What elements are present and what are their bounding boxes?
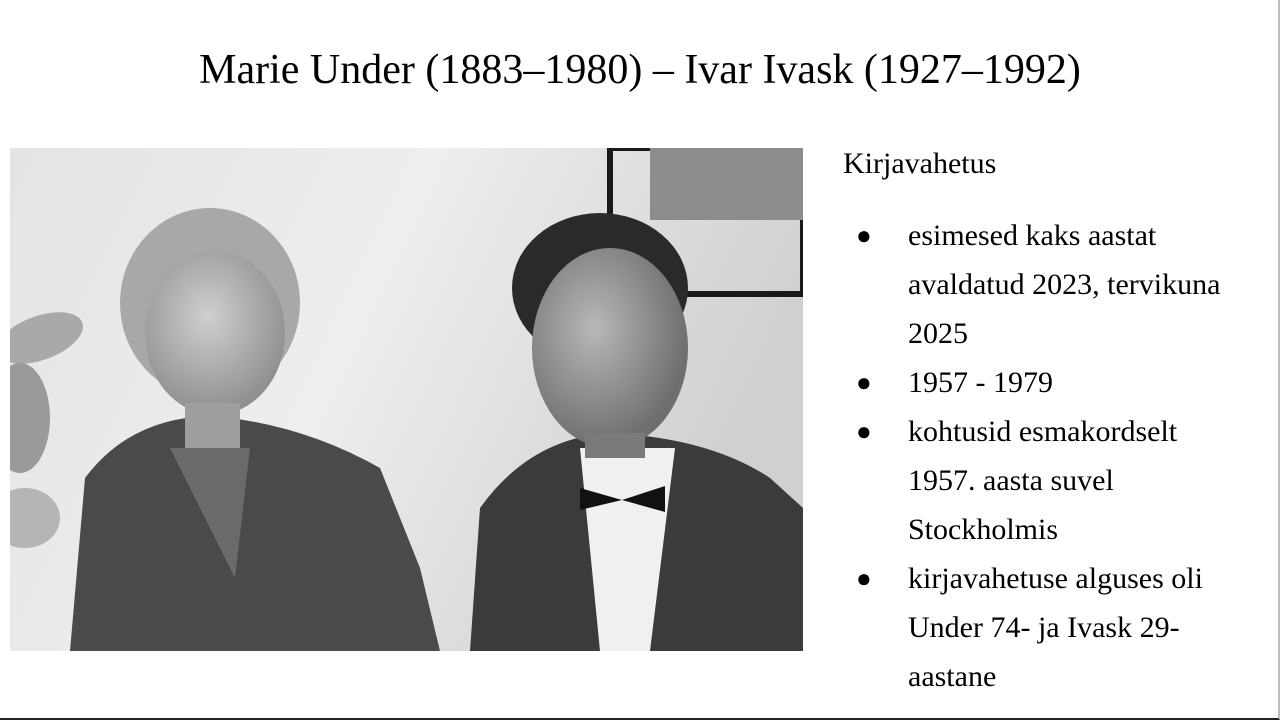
section-heading: Kirjavahetus — [843, 147, 997, 180]
list-item — [848, 407, 1248, 554]
bullet-icon: ● — [856, 564, 872, 593]
list-item — [848, 211, 1248, 358]
bullet-text: kohtusid esmakordselt 1957. aasta suvel Stockholmis — [908, 415, 1178, 546]
bullet-text: 1957 - 1979 — [908, 366, 1053, 399]
bullet-text: esimesed kaks aastat avaldatud 2023, tervikuna 2025 — [908, 219, 1221, 350]
list-item — [848, 358, 1248, 407]
bullet-text: kirjavahetuse alguses oli Under 74- ja Ivask 29-aastane — [908, 562, 1203, 693]
bullet-icon: ● — [856, 368, 872, 397]
slide-title: Marie Under (1883–1980) – Ivar Ivask (1927–1992) — [199, 47, 1081, 93]
list-item — [848, 554, 1248, 701]
black-and-white-portrait-photo — [10, 148, 803, 651]
bullet-icon: ● — [856, 417, 872, 446]
bullet-icon: ● — [856, 221, 872, 250]
bullet-list — [848, 211, 1248, 701]
